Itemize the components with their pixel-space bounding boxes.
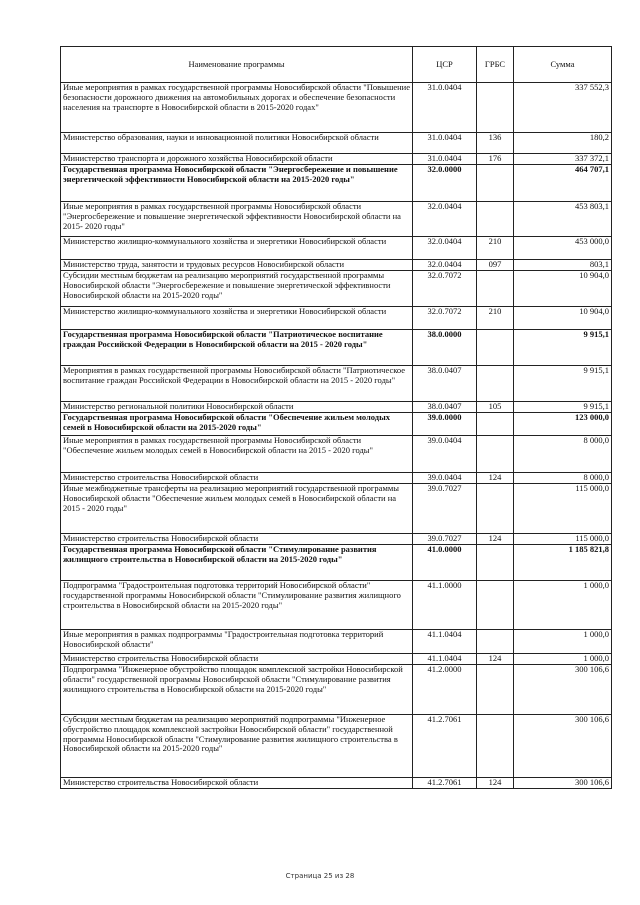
cell-csr: 32.0.0000 [413, 165, 477, 202]
cell-grbs: 176 [477, 154, 514, 165]
header-name: Наименование программы [61, 47, 413, 83]
cell-grbs [477, 665, 514, 715]
page-number: Страница 25 из 28 [285, 872, 355, 880]
table-row [61, 237, 612, 260]
cell-sum: 8 000,0 [514, 436, 612, 473]
cell-csr: 38.0.0407 [413, 366, 477, 402]
table-row [61, 436, 612, 473]
cell-csr: 32.0.7072 [413, 307, 477, 330]
cell-grbs: 097 [477, 260, 514, 271]
table-row [61, 260, 612, 271]
cell-name: Государственная программа Новосибирской области "Энергосбережение и повышение энергетической эффективности Новосибирской области на 2015-2020 годы" [61, 165, 413, 202]
table-row [61, 534, 612, 545]
cell-sum: 300 106,6 [514, 665, 612, 715]
cell-csr: 39.0.7027 [413, 484, 477, 534]
cell-grbs [477, 545, 514, 581]
cell-grbs [477, 366, 514, 402]
table-row [61, 202, 612, 237]
cell-csr: 31.0.0404 [413, 133, 477, 154]
cell-name: Иные мероприятия в рамках государственной программы Новосибирской области "Энергосбережение и повышение энергетической эффективности Новосибирской области на 2015- 2020 годы" [61, 202, 413, 237]
cell-sum: 9 915,1 [514, 366, 612, 402]
table-row [61, 154, 612, 165]
table-row [61, 307, 612, 330]
cell-grbs [477, 330, 514, 366]
cell-sum: 803,1 [514, 260, 612, 271]
cell-name: Министерство транспорта и дорожного хозяйства Новосибирской области [61, 154, 413, 165]
cell-name: Министерство жилищно-коммунального хозяйства и энергетики Новосибирской области [61, 307, 413, 330]
cell-grbs [477, 165, 514, 202]
cell-sum: 300 106,6 [514, 715, 612, 778]
cell-grbs: 124 [477, 473, 514, 484]
table-row [61, 165, 612, 202]
table-row [61, 715, 612, 778]
cell-csr: 39.0.0000 [413, 413, 477, 436]
table-row [61, 83, 612, 133]
cell-csr: 32.0.0404 [413, 237, 477, 260]
cell-grbs: 210 [477, 307, 514, 330]
cell-grbs: 105 [477, 402, 514, 413]
cell-csr: 39.0.0404 [413, 473, 477, 484]
cell-sum: 10 904,0 [514, 307, 612, 330]
table-row [61, 366, 612, 402]
cell-csr: 41.2.7061 [413, 715, 477, 778]
cell-name: Государственная программа Новосибирской области "Стимулирование развития жилищного строительства в Новосибирской области на 2015-2020 годы" [61, 545, 413, 581]
cell-csr: 39.0.7027 [413, 534, 477, 545]
cell-grbs: 124 [477, 534, 514, 545]
cell-sum: 115 000,0 [514, 534, 612, 545]
cell-sum: 1 000,0 [514, 654, 612, 665]
cell-grbs [477, 436, 514, 473]
cell-csr: 38.0.0000 [413, 330, 477, 366]
cell-sum: 9 915,1 [514, 402, 612, 413]
cell-name: Субсидии местным бюджетам на реализацию мероприятий государственной программы Новосибирской области "Энергосбережение и повышение энергетической эффективности Новосибирской области на 2015-2020 годы" [61, 271, 413, 307]
cell-name: Подпрограмма "Градостроительная подготовка территорий Новосибирской области" государственной программы Новосибирской области "Стимулирование развития жилищного строительства в Новосибирской области на 2015-2020 годы" [61, 581, 413, 630]
cell-sum: 300 106,6 [514, 778, 612, 789]
cell-grbs: 136 [477, 133, 514, 154]
cell-sum: 180,2 [514, 133, 612, 154]
cell-name: Подпрограмма "Инженерное обустройство площадок комплексной застройки Новосибирской области" государственной программы Новосибирской области "Стимулирование развития жилищного строительства в Новосибирской области на 2015-2020 годы" [61, 665, 413, 715]
cell-name: Министерство жилищно-коммунального хозяйства и энергетики Новосибирской области [61, 237, 413, 260]
cell-sum: 123 000,0 [514, 413, 612, 436]
table-row [61, 133, 612, 154]
cell-sum: 10 904,0 [514, 271, 612, 307]
table-row [61, 330, 612, 366]
header-sum: Сумма [514, 47, 612, 83]
cell-csr: 32.0.0404 [413, 202, 477, 237]
table-row [61, 778, 612, 789]
table-row [61, 402, 612, 413]
cell-name: Министерство строительства Новосибирской области [61, 473, 413, 484]
cell-grbs [477, 484, 514, 534]
cell-name: Министерство строительства Новосибирской области [61, 534, 413, 545]
cell-name: Мероприятия в рамках государственной программы Новосибирской области "Патриотическое воспитание граждан Российской Федерации в Новосибирской области на 2015 - 2020 годы" [61, 366, 413, 402]
cell-name: Министерство труда, занятости и трудовых ресурсов Новосибирской области [61, 260, 413, 271]
cell-name: Иные мероприятия в рамках подпрограммы "Градостроительная подготовка территорий Новосибирской области" [61, 630, 413, 654]
cell-grbs: 124 [477, 778, 514, 789]
header-grbs: ГРБС [477, 47, 514, 83]
cell-grbs [477, 413, 514, 436]
cell-name: Субсидии местным бюджетам на реализацию мероприятий подпрограммы "Инженерное обустройство площадок комплексной застройки Новосибирской области" государственной программы Новосибирской области "Стимулирование развития жилищного строительства в Новосибирской области на 2015-2020 годы" [61, 715, 413, 778]
cell-name: Министерство строительства Новосибирской области [61, 654, 413, 665]
cell-sum: 453 803,1 [514, 202, 612, 237]
table-row [61, 473, 612, 484]
cell-csr: 32.0.0404 [413, 260, 477, 271]
cell-sum: 337 372,1 [514, 154, 612, 165]
cell-name: Иные межбюджетные трансферты на реализацию мероприятий государственной программы Новосибирской области "Обеспечение жильем молодых семей в Новосибирской области на 2015 - 2020 годы" [61, 484, 413, 534]
cell-sum: 464 707,1 [514, 165, 612, 202]
cell-grbs [477, 83, 514, 133]
cell-csr: 39.0.0404 [413, 436, 477, 473]
table-row [61, 484, 612, 534]
cell-name: Иные мероприятия в рамках государственной программы Новосибирской области "Обеспечение жильем молодых семей в Новосибирской области на 2015 - 2020 годы" [61, 436, 413, 473]
cell-grbs [477, 271, 514, 307]
table-row [61, 545, 612, 581]
table-header-row [61, 47, 612, 83]
cell-grbs [477, 202, 514, 237]
table-row [61, 630, 612, 654]
table-body [61, 83, 612, 789]
cell-grbs [477, 715, 514, 778]
cell-name: Государственная программа Новосибирской области "Патриотическое воспитание граждан Российской Федерации в Новосибирской области на 2015 - 2020 годы" [61, 330, 413, 366]
cell-name: Министерство образования, науки и инновационной политики Новосибирской области [61, 133, 413, 154]
cell-csr: 41.1.0404 [413, 654, 477, 665]
cell-grbs: 210 [477, 237, 514, 260]
cell-sum: 115 000,0 [514, 484, 612, 534]
cell-sum: 1 185 821,8 [514, 545, 612, 581]
cell-csr: 41.2.0000 [413, 665, 477, 715]
cell-sum: 337 552,3 [514, 83, 612, 133]
cell-sum: 8 000,0 [514, 473, 612, 484]
cell-csr: 41.1.0404 [413, 630, 477, 654]
cell-name: Государственная программа Новосибирской области "Обеспечение жильем молодых семей в Новосибирской области на 2015-2020 годы" [61, 413, 413, 436]
cell-grbs: 124 [477, 654, 514, 665]
table-row [61, 271, 612, 307]
cell-csr: 32.0.7072 [413, 271, 477, 307]
cell-csr: 31.0.0404 [413, 83, 477, 133]
cell-name: Министерство региональной политики Новосибирской области [61, 402, 413, 413]
cell-sum: 453 000,0 [514, 237, 612, 260]
table-row [61, 581, 612, 630]
cell-csr: 41.2.7061 [413, 778, 477, 789]
budget-table [60, 46, 612, 789]
header-csr: ЦСР [413, 47, 477, 83]
cell-grbs [477, 630, 514, 654]
cell-grbs [477, 581, 514, 630]
cell-csr: 38.0.0407 [413, 402, 477, 413]
cell-csr: 41.0.0000 [413, 545, 477, 581]
cell-csr: 41.1.0000 [413, 581, 477, 630]
cell-sum: 1 000,0 [514, 630, 612, 654]
table-row [61, 665, 612, 715]
table-row [61, 413, 612, 436]
cell-sum: 9 915,1 [514, 330, 612, 366]
cell-name: Иные мероприятия в рамках государственной программы Новосибирской области "Повышение безопасности дорожного движения на автомобильных дорогах и обеспечение безопасности населения на транспорте в Новосибирской области в 2015-2020 годах" [61, 83, 413, 133]
cell-csr: 31.0.0404 [413, 154, 477, 165]
table-row [61, 654, 612, 665]
cell-name: Министерство строительства Новосибирской области [61, 778, 413, 789]
cell-sum: 1 000,0 [514, 581, 612, 630]
